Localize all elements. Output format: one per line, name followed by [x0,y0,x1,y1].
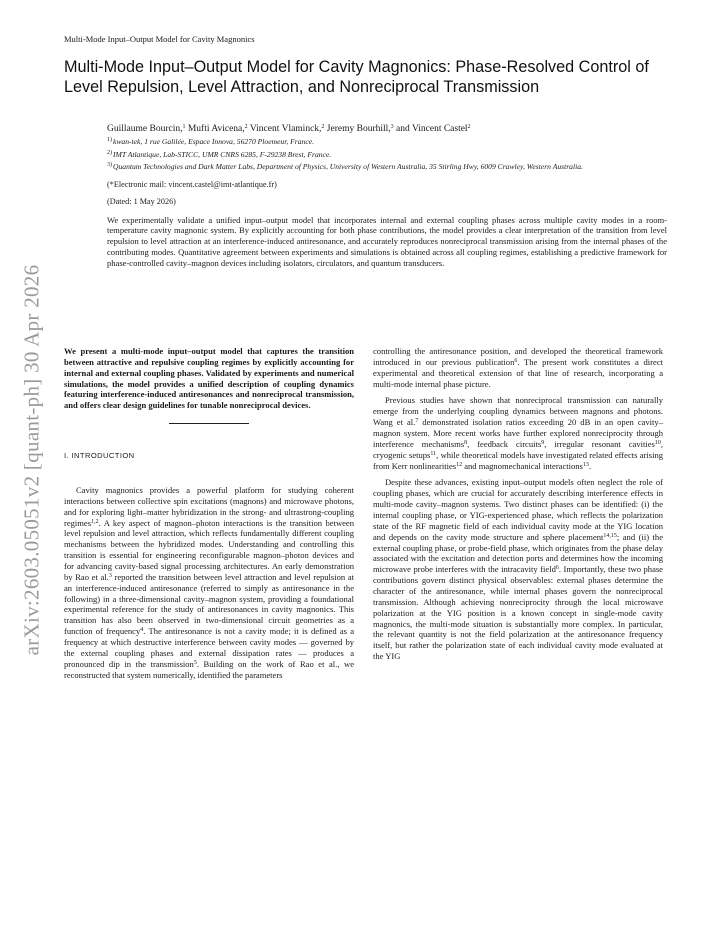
affiliation: $^{1)}$kwan-tek, 1 rue Galilée, Espace Innova, 56270 Ploemeur, France. [107,137,314,146]
abstract: We experimentally validate a unified input–output model that incorporates internal and external coupling phases across multiple cavity modes in a room-temperature cavity magnonic system. By explicitly accounting for both phase contributions, the model provides a clear interpretation of the transition from level repulsion to level attraction at an interference-induced antiresonance, and accurately reproduces nonreciprocal transmission arising from the internal phases of the contributing modes. Quantitative agreement between experiments and simulations is obtained across all coupling regimes, establishing a predictive framework for phase-controlled cavity–magnon devices including isolators, circulators, and quantum transducers. [107,214,667,269]
arxiv-stamp [8,250,56,670]
affiliation: $^{3)}$Quantum Technologies and Dark Matter Labs, Department of Physics, University of Western Australia, 35 Stirling Hwy, 6009 Crawley, Western Australia. [107,162,583,171]
author: and Vincent Castel [396,124,468,134]
author: Jeremy Bourhill, [326,124,391,134]
arxiv-stamp-text: arXiv:2603.05051v2 [quant-ph] 30 Apr 2026 [19,264,44,656]
author-list: Guillaume Bourcin,$^1$ Mufti Avicena,$^2$ Vincent Vlaminck,$^2$ Jeremy Bourhill,$^3$ and Vincent Castel$^2$ [107,124,471,134]
section-heading: I. INTRODUCTION [64,451,135,461]
author: Mufti Avicena, [187,124,245,134]
left-column [64,346,354,680]
author: Guillaume Bourcin, [107,124,183,134]
right-column [373,346,663,662]
author: Vincent Vlaminck, [249,124,322,134]
separator-rule [169,423,249,424]
intro-paragraph: Cavity magnonics provides a powerful platform for studying coherent interactions between collective spin excitations (magnons) and microwave photons, and for exploring light–matter hybridization in the strong- and ultrastrong-coupling regimes$^{1,2}$. A key aspect of magnon–photon interactions is the transition between level repulsion and level attraction, which reflects fundamentally different coupling mechanisms between the hybridized modes. Understanding and controlling this transition is essential for engineering reconfigurable magnon–photon devices and for advancing cavity-based signal processing architectures. An early demonstration by Rao et al.$^3$ reported the transition between level attraction and level repulsion at an interference-induced antiresonance (referred to simply as antiresonance in the following) in a three-dimensional cavity–magnon system, providing a foundational experimental reference for the study of antiresonances in cavity magnonics. This transition has also been observed in two-dimensional circuit geometries as a function of frequency$^4$. The antiresonance is not a cavity mode; it is defined as a frequency at which destructive interference between cavity modes — governed by the external coupling phases and external dissipation rates — produces a pronounced dip in the transmission$^5$. Building on the work of Rao et al., we reconstructed that system numerically, identified the parameters [64,485,355,680]
intro-paragraph: Despite these advances, existing input–output models often neglect the role of coupling phases, which are crucial for accurately describing interference effects in multi-mode cavity–magnon systems. Two distinct phases can be identified: (i) the internal coupling phase, or YIG-experienced phase, which reflects the polarization state of the RF magnetic field of each individual cavity mode at the YIG location and depends on the cavity mode structure and sphere placement$^{14,15}$; and (ii) the external coupling phase, or probe-field phase, which originates from the phase delay associated with the excitation and detection ports and determines how the incoming microwave probe interferes with the intracavity field$^6$. Importantly, these two phase contributions govern distinct physical observables: external phases determine the character of the antiresonance, while internal phases govern the nonreciprocal transmission. Although achieving nonreciprocity through the local microwave polarization at the YIG position is a known concept in single-mode cavity magnonics, the multi-mode situation is substantially more complex. In particular, the relevant quantity is not the field polarization at the antiresonance frequency itself, but rather the polarization state of each individual cavity mode evaluated at the YIG [373,477,663,662]
dated-line: (Dated: 1 May 2026) [107,196,176,206]
email-line: (*Electronic mail: vincent.castel@imt-atlantique.fr) [107,179,277,189]
affiliation: $^{2)}$IMT Atlantique, Lab-STICC, UMR CNRS 6285, F-29238 Brest, France. [107,149,332,159]
paper-title: Multi-Mode Input–Output Model for Cavity Magnonics: Phase-Resolved Control of Level Repulsion, Level Attraction, and Nonreciprocal Transmission [64,58,649,96]
intro-paragraph-continued: controlling the antiresonance position, and developed the theoretical framework introduced in our previous publication$^6$. The present work constitutes a direct experimental and theoretical extension of that line of research, incorporating a multi-mode internal phase picture. [373,346,663,389]
summary-paragraph: We present a multi-mode input–output model that captures the transition between attractive and repulsive coupling regimes by explicitly accounting for internal and external coupling phases. Validated by experiments and numerical simulations, the model provides a unified description of coupling dynamics featuring interference-induced antiresonances and nonreciprocal transmission, and offers clear design guidelines for tunable nonreciprocal devices. [64,346,354,411]
intro-paragraph: Previous studies have shown that nonreciprocal transmission can naturally emerge from the underlying coupling dynamics between magnons and photons. Wang et al.$^7$ demonstrated isolation ratios exceeding 20 dB in an open cavity–magnon system. More recent works have further explored nonreciprocity through interference mechanisms$^8$, feedback circuits$^9$, irregular resonant cavities$^{10}$, cryogenic setups$^{11}$, while theoretical models have investigated related effects arising from Kerr nonlinearities$^{12}$ and magnomechanical interactions$^{13}$. [373,395,663,471]
running-head: Multi-Mode Input–Output Model for Cavity Magnonics [64,34,255,44]
front-matter [107,123,667,269]
